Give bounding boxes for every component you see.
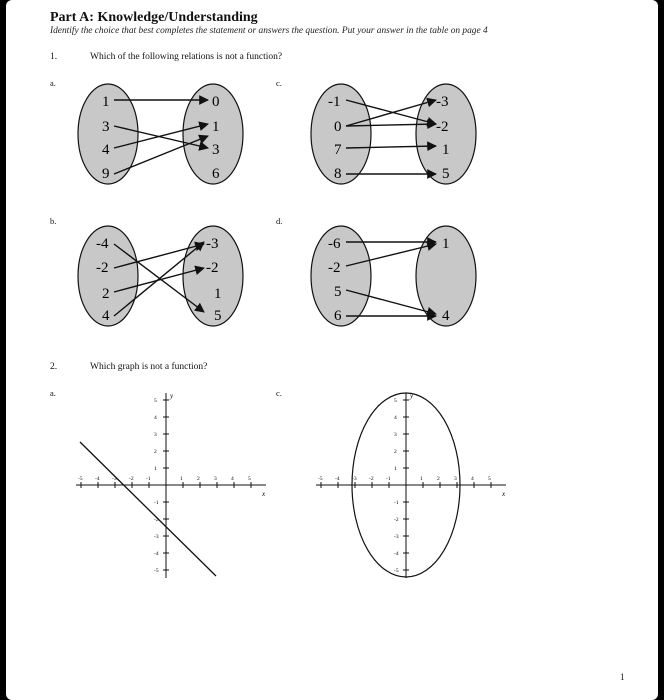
domain-value: 2 <box>102 286 110 302</box>
y-tick-label: 2 <box>154 449 157 455</box>
range-value: 1 <box>214 286 222 302</box>
range-value: 3 <box>212 142 220 158</box>
x-tick-label: -4 <box>95 476 100 482</box>
mapping-diagram-d <box>296 222 486 332</box>
y-tick-label: 4 <box>394 415 397 421</box>
domain-value: 9 <box>102 166 110 182</box>
y-tick-label: -4 <box>154 551 159 557</box>
mapping-diagram-a <box>68 80 258 190</box>
x-tick-label: 5 <box>248 476 251 482</box>
y-tick-label: 3 <box>154 432 157 438</box>
y-tick-label: -5 <box>154 568 159 574</box>
question-1-text: Which of the following relations is not a function? <box>90 52 283 62</box>
domain-value: 6 <box>334 308 342 324</box>
domain-value: 8 <box>334 166 342 182</box>
y-tick-label: -2 <box>154 517 159 523</box>
y-tick-label: 4 <box>154 415 157 421</box>
y-tick-label: -2 <box>394 517 399 523</box>
mapping-diagram-b <box>68 222 258 332</box>
x-tick-label: -3 <box>112 476 117 482</box>
x-tick-label: -5 <box>318 476 323 482</box>
range-value: 0 <box>212 94 220 110</box>
y-tick-label: 2 <box>394 449 397 455</box>
x-tick-label: -3 <box>352 476 357 482</box>
y-tick-label: 1 <box>394 466 397 472</box>
y-tick-label: -1 <box>394 500 399 506</box>
x-tick-label: 3 <box>454 476 457 482</box>
x-tick-label: 1 <box>180 476 183 482</box>
y-tick-label: -5 <box>394 568 399 574</box>
domain-value: -2 <box>328 260 341 276</box>
range-value: 5 <box>442 166 450 182</box>
question-1-number: 1. <box>50 52 58 62</box>
domain-value: -1 <box>328 94 341 110</box>
x-tick-label: 2 <box>197 476 200 482</box>
domain-value: -4 <box>96 236 109 252</box>
question-2-number: 2. <box>50 362 58 372</box>
x-tick-label: -4 <box>335 476 340 482</box>
graph-c <box>306 388 516 583</box>
domain-value: 5 <box>334 284 342 300</box>
range-value: -3 <box>436 94 449 110</box>
x-tick-label: -2 <box>129 476 134 482</box>
x-tick-label: -5 <box>78 476 83 482</box>
range-value: -2 <box>436 119 449 135</box>
graph-a <box>66 388 276 583</box>
x-tick-label: -2 <box>369 476 374 482</box>
x-tick-label: -1 <box>386 476 391 482</box>
q2-option-c-label: c. <box>276 388 282 398</box>
range-value: 4 <box>442 308 450 324</box>
x-tick-label: 2 <box>437 476 440 482</box>
x-axis-label: x <box>262 490 266 498</box>
y-tick-label: -3 <box>394 534 399 540</box>
domain-value: 4 <box>102 142 110 158</box>
q1-option-c-label: c. <box>276 78 282 88</box>
page-title: Part A: Knowledge/Understanding <box>50 10 258 25</box>
y-axis-label: y <box>410 392 414 400</box>
graph-line <box>80 442 216 576</box>
y-tick-label: 5 <box>154 398 157 404</box>
y-axis-label: y <box>170 392 174 400</box>
instructions: Identify the choice that best completes the statement or answers the question. Put your answer in the table on page 4 <box>50 26 488 36</box>
range-value: 6 <box>212 166 220 182</box>
x-tick-label: 3 <box>214 476 217 482</box>
mapping-diagram-c <box>296 80 486 190</box>
domain-value: 4 <box>102 308 110 324</box>
x-tick-label: 5 <box>488 476 491 482</box>
y-tick-label: -4 <box>394 551 399 557</box>
domain-value: -2 <box>96 260 109 276</box>
worksheet-page <box>6 0 658 700</box>
y-tick-label: 3 <box>394 432 397 438</box>
q1-option-b-label: b. <box>50 216 57 226</box>
y-tick-label: 5 <box>394 398 397 404</box>
range-value: -2 <box>206 260 219 276</box>
y-tick-label: -3 <box>154 534 159 540</box>
q1-option-d-label: d. <box>276 216 283 226</box>
domain-value: 7 <box>334 142 342 158</box>
y-tick-label: 1 <box>154 466 157 472</box>
question-2-text: Which graph is not a function? <box>90 362 208 372</box>
x-tick-label: 4 <box>471 476 474 482</box>
x-axis-label: x <box>502 490 506 498</box>
range-value: -3 <box>206 236 219 252</box>
domain-value: 1 <box>102 94 110 110</box>
x-tick-label: -1 <box>146 476 151 482</box>
y-tick-label: -1 <box>154 500 159 506</box>
q2-option-a-label: a. <box>50 388 56 398</box>
range-value: 1 <box>442 236 450 252</box>
x-tick-label: 1 <box>420 476 423 482</box>
q1-option-a-label: a. <box>50 78 56 88</box>
domain-value: 3 <box>102 119 110 135</box>
domain-value: 0 <box>334 119 342 135</box>
range-value: 1 <box>442 142 450 158</box>
x-tick-label: 4 <box>231 476 234 482</box>
range-value: 5 <box>214 308 222 324</box>
page-number: 1 <box>620 672 625 682</box>
range-value: 1 <box>212 119 220 135</box>
domain-value: -6 <box>328 236 341 252</box>
